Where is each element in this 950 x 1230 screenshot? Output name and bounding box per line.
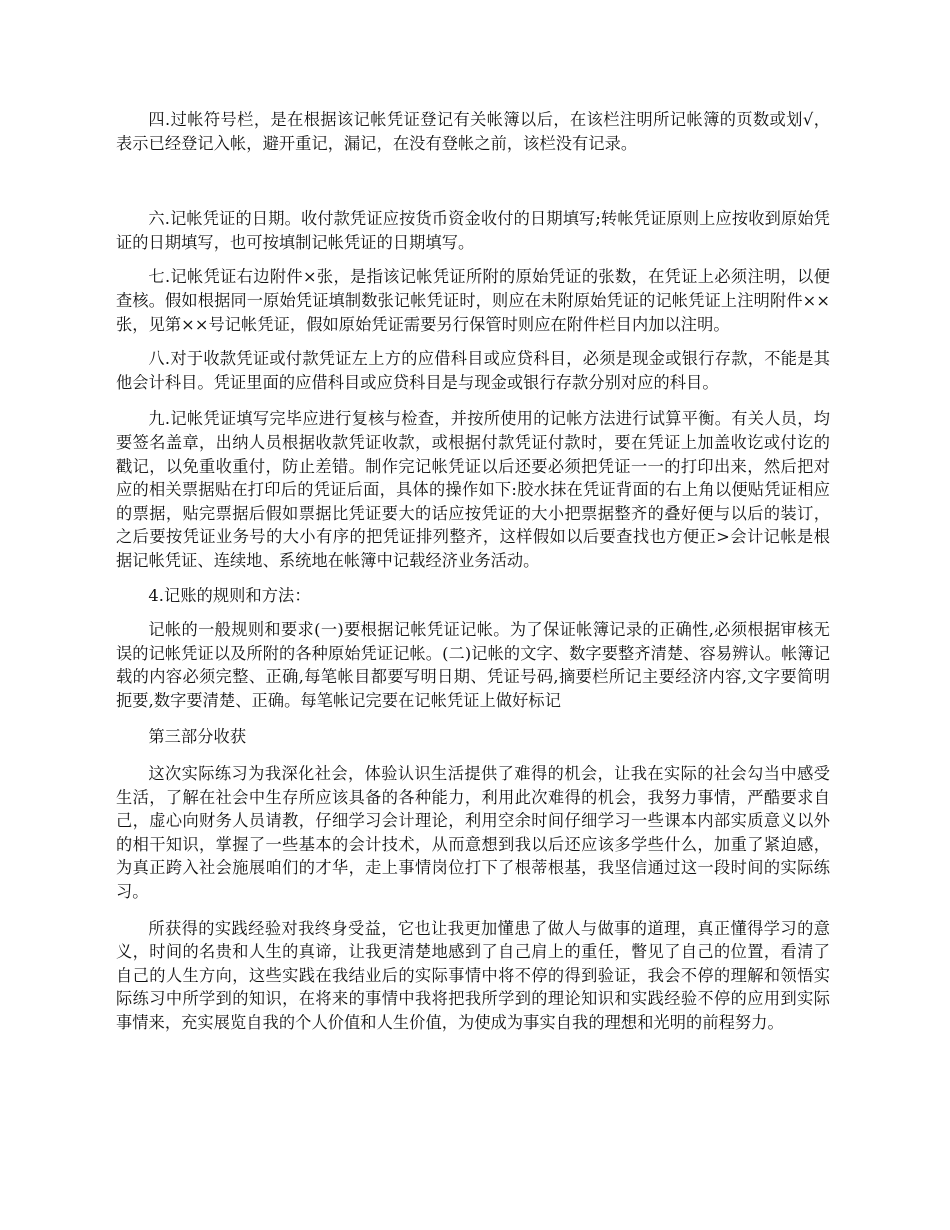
paragraph-attachment-count: 七.记帐凭证右边附件×张，是指该记帐凭证所附的原始凭证的张数，在凭证上必须注明，以便查核。假如根据同一原始凭证填制数张记帐凭证时，则应在未附原始凭证的记帐凭证上注明附件××张，见第××号记帐凭证，假如原始凭证需要另行保管时则应在附件栏目内加以注明。 bbox=[116, 267, 830, 334]
paragraph-practice-experience: 所获得的实践经验对我终身受益，它也让我更加懂患了做人与做事的道理，真正懂得学习的意义，时间的名贵和人生的真谛，让我更清楚地感到了自己肩上的重任，瞥见了自己的位置，看清了自己的人生方向，这些实践在我结业后的实际事情中将不停的得到验证，我会不停的理解和领悟实际练习中所学到的知识，在将来的事情中我将把我所学到的理论知识和实践经验不停的应用到实际事情来，充实展览自我的个人价值和人生价值，为使成为事实自我的理想和光明的前程努力。 bbox=[116, 918, 830, 1032]
paragraph-voucher-date: 六.记帐凭证的日期。收付款凭证应按货币资金收付的日期填写;转帐凭证原则上应按收到原始凭证的日期填写，也可按填制记帐凭证的日期填写。 bbox=[116, 209, 830, 252]
paragraph-debit-credit-accounts: 八.对于收款凭证或付款凭证左上方的应借科目或应贷科目，必须是现金或银行存款，不能是其他会计科目。凭证里面的应借科目或应贷科目是与现金或银行存款分别对应的科目。 bbox=[116, 349, 830, 392]
paragraph-posting-mark-column: 四.过帐符号栏，是在根据该记帐凭证登记有关帐簿以后，在该栏注明所记帐簿的页数或划√，表示已经登记入帐，避开重记，漏记，在没有登帐之前，该栏没有记录。 bbox=[116, 110, 830, 153]
section-heading-part-three-gains: 第三部分收获 bbox=[148, 727, 247, 747]
paragraph-practice-summary: 这次实际练习为我深化社会，体验认识生活提供了难得的机会，让我在实际的社会勾当中感受生活，了解在社会中生存所应该具备的各种能力，利用此次难得的机会，我努力事情，严酷要求自己，虚心向财务人员请教，仔细学习会计理论，利用空余时间仔细学习一些课本内部实质意义以外的相干知识，掌握了一些基本的会计技术，从而意想到我以后还应该多学些什么，加重了紧迫感，为真正跨入社会施展咱们的才华，走上事情岗位打下了根蒂根基，我坚信通过这一段时间的实际练习。 bbox=[116, 764, 830, 902]
paragraph-review-and-check: 九.记帐凭证填写完毕应进行复核与检查，并按所使用的记帐方法进行试算平衡。有关人员，均要签名盖章，出纳人员根据收款凭证收款，或根据付款凭证付款时，要在凭证上加盖收讫或付讫的戳记，以免重收重付，防止差错。制作完记帐凭证以后还要必须把凭证一一的打印出来，然后把对应的相关票据贴在打印后的凭证后面，具体的操作如下:胶水抹在凭证背面的右上角以便贴凭证相应的票据，贴完票据后假如票据比凭证要大的话应按凭证的大小把票据整齐的叠好便与以后的装订，之后要按凭证业务号的大小有序的把凭证排列整齐，这样假如以后要查找也方便正>会计记帐是根据记帐凭证、连续地、系统地在帐簿中记载经济业务活动。 bbox=[116, 409, 830, 570]
paragraph-bookkeeping-general-rules: 记帐的一般规则和要求(一)要根据记帐凭证记帐。为了保证帐簿记录的正确性,必须根据审核无误的记帐凭证以及所附的各种原始凭证记帐。(二)记帐的文字、数字要整齐清楚、容易辨认。帐簿记载的内容必须完整、正确,每笔帐目都要写明日期、凭证号码,摘要栏所记主要经济内容,文字要简明扼要,数字要清楚、正确。每笔帐记完要在记帐凭证上做好标记 bbox=[116, 620, 830, 710]
section-heading-bookkeeping-rules: 4.记账的规则和方法： bbox=[148, 585, 311, 605]
